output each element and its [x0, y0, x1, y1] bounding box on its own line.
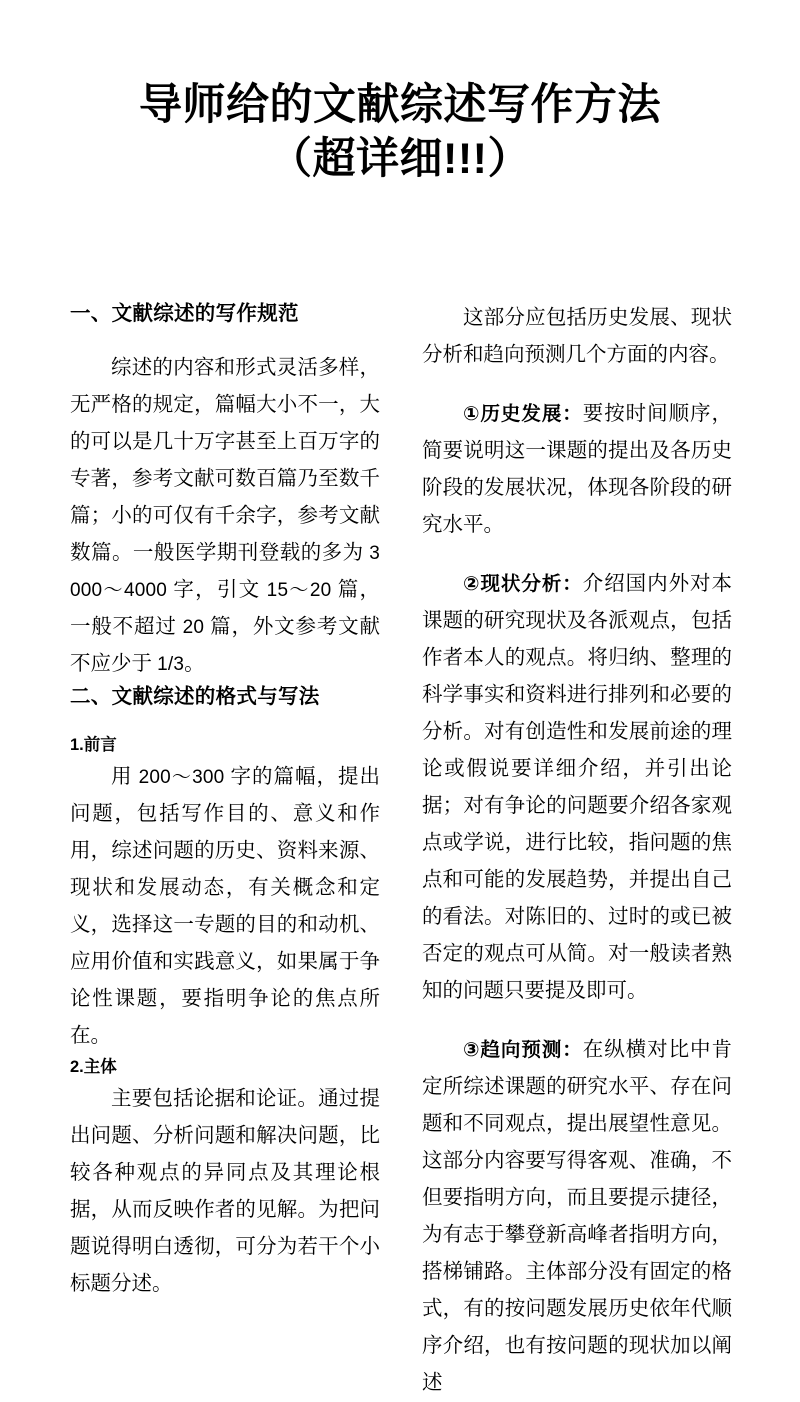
paragraph-item-1	[422, 396, 732, 544]
title-line-1: 导师给的文献综述写作方法	[139, 81, 661, 129]
heading-sub-1	[70, 733, 380, 757]
par1-range-words: 3000～4000	[70, 543, 380, 601]
par1-seg-e: 篇，一般不超过	[70, 579, 380, 638]
left-column	[70, 300, 381, 1295]
item-2-lead: ②现状分析：	[463, 573, 583, 595]
item-2-body: 介绍国内外对本课题的研究现状及各派观点，包括作者本人的观点。将归纳、整理的科学事实和资料进行排列和必要的分析。对有创造性和发展前途的理论或假说要详细介绍，并引出论据；对有争论的问题要介绍各家观点或学说，进行比较，指问题的焦点和可能的发展趋势，并提出自己的看法。对陈旧的、过时的或已被否定的观点可从简。对一般读者熟知的问题只要提及即可。	[422, 573, 733, 1002]
heading-sub-2-number: 2.	[70, 1058, 84, 1076]
title-line-2: （超详细!!!）	[269, 135, 531, 183]
heading-sub-2	[70, 1055, 380, 1079]
heading-sub-1-number: 1.	[70, 736, 84, 754]
item-1-lead: ①历史发展：	[463, 403, 583, 425]
heading-sub-1-label: 前言	[83, 736, 117, 754]
paragraph-section-one	[70, 350, 380, 683]
sub1-seg-a: 用	[111, 766, 139, 788]
item-3-body: 在纵横对比中肯定所综述课题的研究水平、存在问题和不同观点，提出展望性意见。这部分内容要写得客观、准确，不但要指明方向，而且要提示捷径，为有志于攀登新高峰者指明方向，搭梯铺路。主体部分没有固定的格式，有的按问题发展历史依年代顺序介绍，也有按问题的现状加以阐述	[422, 1039, 733, 1394]
par1-seg-i: 。	[184, 653, 205, 675]
item-3-lead: ③趋向预测：	[463, 1039, 583, 1061]
right-column	[422, 300, 733, 1394]
sub1-word-range: 200～300	[138, 767, 225, 788]
par1-seg-c: 字，引文	[167, 579, 267, 601]
par1-seg-a: 综述的内容和形式灵活多样，无严格的规定，篇幅大小不一，大的可以是几十万字甚至上百万字的专著，参考文献可数百篇乃至数千篇；小的可仅有千余字，参考文献数篇。一般医学期刊登载的多为	[70, 357, 380, 564]
paragraph-sub-2: 主要包括论据和论证。通过提出问题、分析问题和解决问题，比较各种观点的异同点及其理论根据，从而反映作者的见解。为把问题说得明白透彻，可分为若干个小标题分述。	[70, 1088, 380, 1295]
paragraph-item-3	[422, 1032, 732, 1402]
par1-fraction: 1/3	[157, 654, 185, 675]
sub1-seg-c: 字的篇幅，提出问题，包括写作目的、意义和作用，综述问题的历史、资料来源、现状和发展动态，有关概念和定义，选择这一专题的目的和动机、应用价值和实践意义，如果属于争论性课题，要指明争论的焦点所在。	[70, 766, 381, 1047]
heading-section-two: 二、文献综述的格式与写法	[70, 685, 320, 708]
item-1-body: 要按时间顺序，简要说明这一课题的提出及各历史阶段的发展状况，体现各阶段的研究水平。	[422, 403, 733, 536]
heading-sub-2-label: 主体	[83, 1058, 117, 1076]
document-title	[0, 78, 800, 186]
par1-seg-g: 篇，外文参考文献不应少于	[70, 616, 380, 675]
heading-section-one: 一、文献综述的写作规范	[70, 302, 299, 325]
paragraph-sub-1	[70, 759, 380, 1055]
paragraph-item-2	[422, 566, 732, 1010]
par1-max-citations: 20	[182, 617, 205, 638]
two-column-body	[70, 300, 733, 1394]
paragraph-intro: 这部分应包括历史发展、现状分析和趋向预测几个方面的内容。	[422, 307, 732, 366]
par1-range-citations: 15～20	[266, 580, 332, 601]
